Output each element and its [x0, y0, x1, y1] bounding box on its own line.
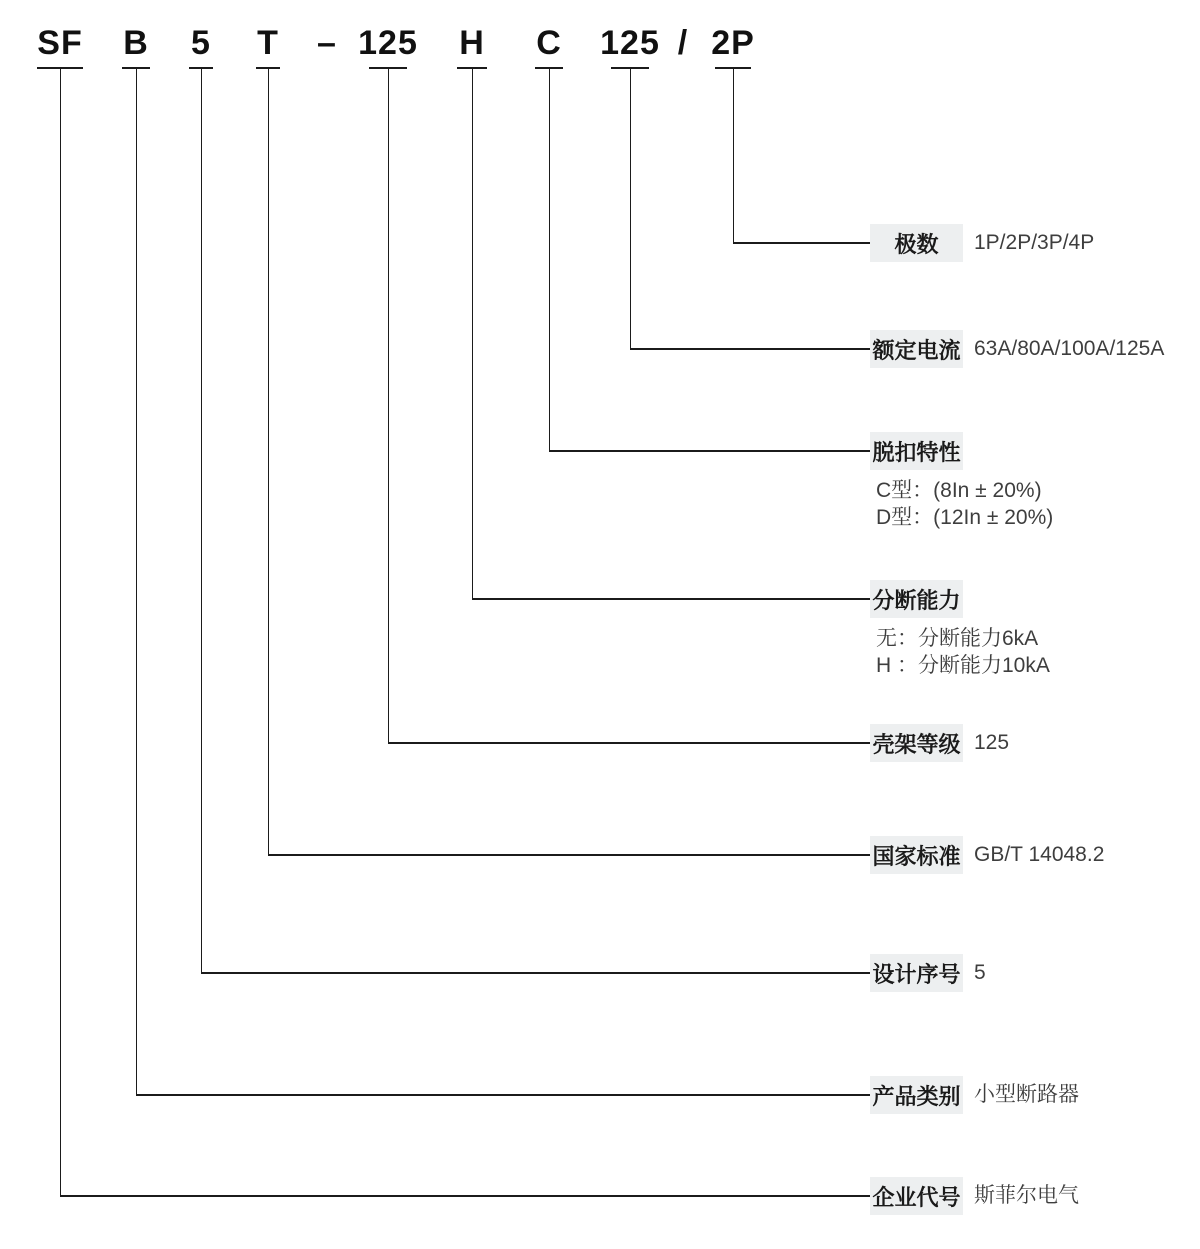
- branch-label-box: 脱扣特性: [870, 432, 963, 470]
- branch-note: D型：(12In ± 20%): [876, 506, 1054, 529]
- branch-hline: [388, 742, 870, 744]
- branch-hline: [472, 598, 870, 600]
- branch-vline: [549, 68, 550, 452]
- branch-value: 63A/80A/100A/125A: [974, 337, 1165, 360]
- model-segment-t: T: [257, 24, 279, 62]
- branch-vline: [136, 68, 137, 1096]
- branch-vline: [630, 68, 631, 350]
- branch-label-box: 壳架等级: [870, 724, 963, 762]
- branch-value: 125: [974, 731, 1010, 754]
- branch-vline: [60, 68, 61, 1197]
- branch-hline: [549, 450, 870, 452]
- branch-hline: [268, 854, 870, 856]
- branch-label-box: 产品类别: [870, 1076, 963, 1114]
- model-segment-b: B: [123, 24, 149, 62]
- model-segment-2p: 2P: [711, 24, 755, 62]
- branch-label-box: 极数: [870, 224, 963, 262]
- branch-vline: [472, 68, 473, 600]
- branch-notes: [876, 477, 1053, 531]
- branch-note: C型：(8In ± 20%): [876, 479, 1042, 502]
- branch-hline: [201, 972, 870, 974]
- branch-label-box: 额定电流: [870, 330, 963, 368]
- branch-value: 1P/2P/3P/4P: [974, 231, 1095, 254]
- branch-notes: [876, 625, 1050, 679]
- branch-label-box: 国家标准: [870, 836, 963, 874]
- branch-value: GB/T 14048.2: [974, 843, 1105, 866]
- branch-vline: [268, 68, 269, 856]
- branch-vline: [388, 68, 389, 744]
- branch-value: 小型断路器: [974, 1083, 1079, 1106]
- branch-label-box: 设计序号: [870, 954, 963, 992]
- model-segment-slash: /: [677, 24, 689, 62]
- model-segment-5: 5: [191, 24, 211, 62]
- model-segment-125b: 125: [600, 24, 660, 62]
- model-segment-sf: SF: [37, 24, 83, 62]
- model-segment-h: H: [459, 24, 485, 62]
- model-segment-c: C: [536, 24, 562, 62]
- branch-vline: [201, 68, 202, 974]
- branch-vline: [733, 68, 734, 244]
- branch-label-box: 分断能力: [870, 580, 963, 618]
- branch-hline: [60, 1195, 870, 1197]
- branch-hline: [630, 348, 870, 350]
- branch-value: 斯菲尔电气: [974, 1184, 1079, 1207]
- model-segment-125a: 125: [358, 24, 418, 62]
- branch-note: H ：分断能力10kA: [876, 654, 1050, 677]
- branch-hline: [733, 242, 870, 244]
- branch-hline: [136, 1094, 870, 1096]
- branch-note: 无：分断能力6kA: [876, 627, 1039, 650]
- branch-label-box: 企业代号: [870, 1177, 963, 1215]
- branch-value: 5: [974, 961, 986, 984]
- model-segment-dash: –: [317, 24, 337, 62]
